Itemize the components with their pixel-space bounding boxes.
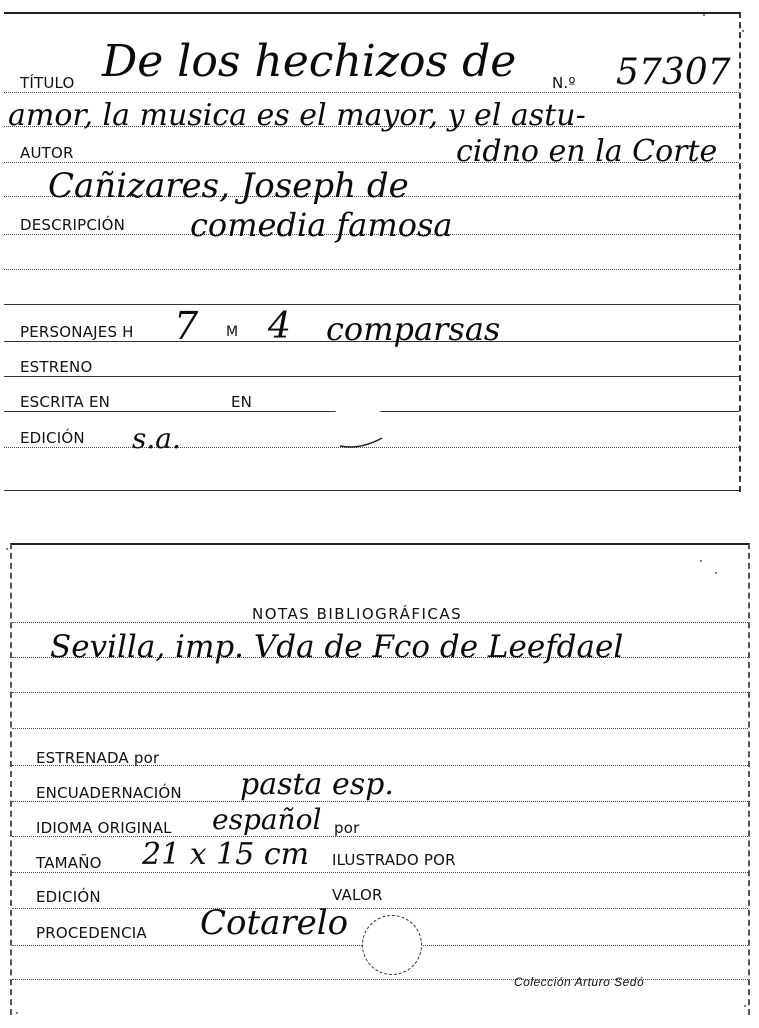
rule-line: [4, 269, 739, 270]
author-label: AUTOR: [20, 144, 74, 162]
rule-line: [12, 692, 748, 693]
scan-speck: [16, 1012, 18, 1014]
author-handwritten: Cañizares, Joseph de: [48, 166, 409, 206]
edition-handwritten: s.a.: [132, 422, 181, 455]
scan-speck: [744, 1005, 746, 1007]
value-label: VALOR: [332, 886, 383, 904]
premiere-label: ESTRENO: [20, 358, 93, 376]
description-handwritten: comedia famosa: [190, 206, 453, 244]
title-handwritten-line1: De los hechizos de: [102, 36, 517, 87]
translated-by-label: por: [334, 819, 360, 837]
bibliographic-notes-label: NOTAS BIBLIOGRÁFICAS: [252, 605, 463, 623]
description-label: DESCRIPCIÓN: [20, 216, 126, 234]
rule-line: [12, 908, 748, 909]
title-handwritten-line3: cidno en la Corte: [456, 134, 718, 169]
rule-line: [12, 872, 748, 873]
male-count-handwritten: 7: [174, 304, 199, 348]
catalog-number-handwritten: 57307: [616, 52, 731, 93]
number-label: N.º: [552, 74, 576, 92]
provenance-handwritten: Cotarelo: [200, 903, 349, 943]
collection-credit: Colección Arturo Sedó: [514, 975, 645, 989]
premiered-by-label: ESTRENADA por: [36, 749, 160, 767]
title-handwritten-line2: amor, la musica es el mayor, y el astu-: [8, 98, 586, 133]
original-language-label: IDIOMA ORIGINAL: [36, 819, 172, 837]
rule-line: [4, 376, 739, 377]
scan-speck: [742, 30, 744, 32]
edition-label: EDICIÓN: [36, 888, 101, 906]
catalog-card-front: [4, 12, 741, 492]
rule-line: [12, 728, 748, 729]
extras-handwritten: comparsas: [326, 310, 501, 348]
title-label: TÍTULO: [20, 74, 75, 92]
binding-handwritten: pasta esp.: [240, 767, 394, 802]
size-handwritten: 21 x 15 cm: [142, 837, 310, 872]
scan-speck: [715, 572, 717, 574]
original-language-handwritten: español: [212, 803, 322, 836]
punch-hole-edge: [334, 424, 394, 454]
scan-speck: [703, 14, 705, 16]
rule-line: [4, 304, 739, 305]
written-in-en-label: EN: [231, 393, 253, 411]
punch-hole: [362, 915, 422, 975]
binding-label: ENCUADERNACIÓN: [36, 784, 182, 802]
provenance-label: PROCEDENCIA: [36, 924, 147, 942]
scan-speck: [700, 560, 702, 562]
illustrated-by-label: ILUSTRADO POR: [332, 851, 456, 869]
written-in-label: ESCRITA EN: [20, 393, 111, 411]
catalog-card-back: [10, 543, 750, 1015]
bibliographic-notes-handwritten: Sevilla, imp. Vda de Fco de Leefdael: [50, 629, 624, 665]
female-characters-label: M: [226, 324, 239, 340]
characters-label: PERSONAJES H: [20, 323, 134, 341]
scan-speck: [6, 548, 8, 550]
rule-line: [4, 490, 739, 491]
female-count-handwritten: 4: [268, 306, 291, 347]
size-label: TAMAÑO: [36, 854, 102, 872]
edition-label: EDICIÓN: [20, 429, 85, 447]
